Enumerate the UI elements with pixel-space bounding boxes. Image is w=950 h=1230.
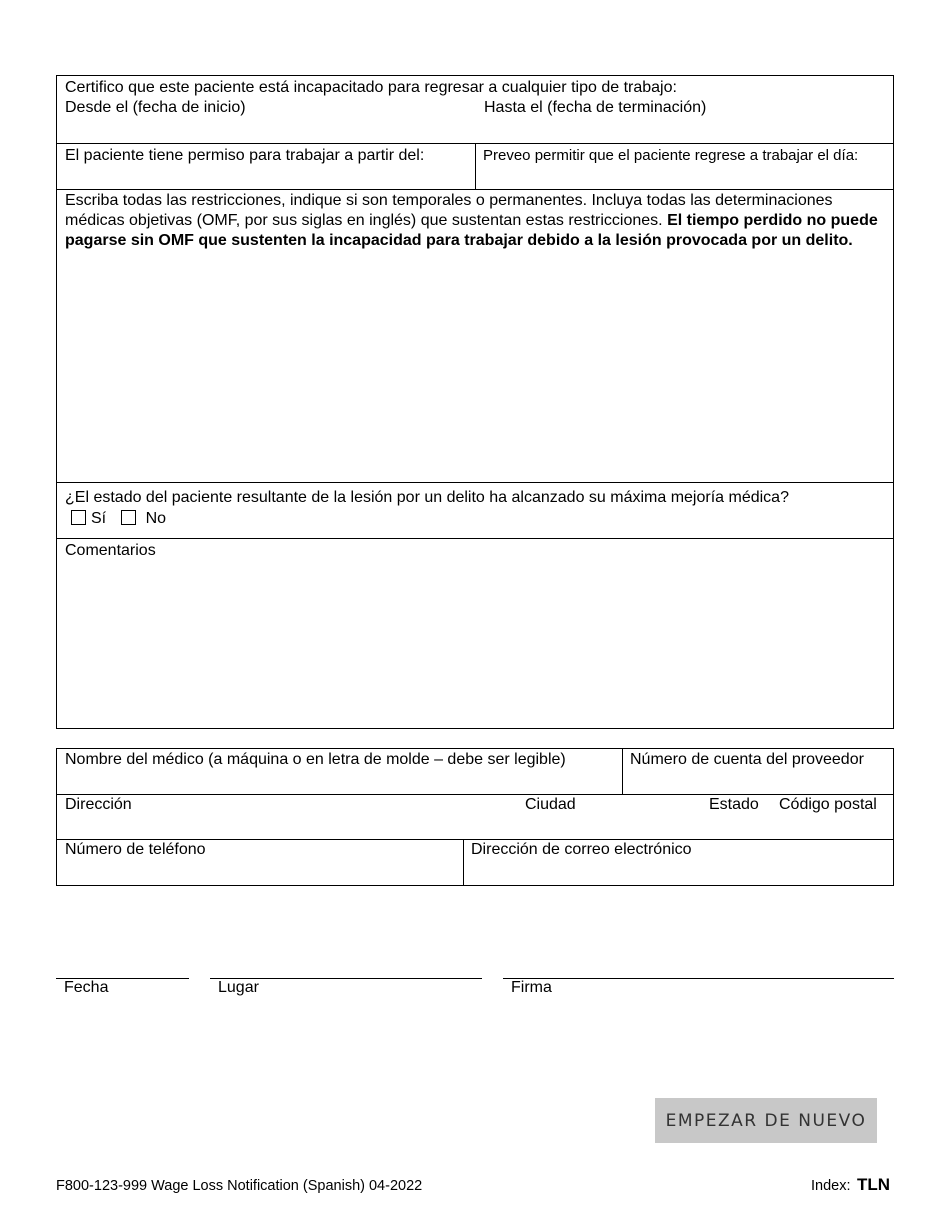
mmi-no-checkbox[interactable] bbox=[121, 510, 136, 525]
certify-text: Certifico que este paciente está incapacitado para regresar a cualquier tipo de trabajo: bbox=[65, 79, 677, 96]
comments-label: Comentarios bbox=[65, 542, 156, 559]
restrictions-warning: El tiempo perdido no puede pagarse sin OMF que sustenten la incapacidad para trabajar debido a la lesión provocada por un delito. bbox=[65, 212, 878, 249]
phone-label: Número de teléfono bbox=[65, 841, 206, 858]
mmi-question-row bbox=[57, 482, 893, 538]
signature-line[interactable] bbox=[503, 978, 894, 979]
index-code: TLN bbox=[857, 1175, 891, 1194]
mmi-no-label: No bbox=[145, 510, 167, 527]
state-label: Estado bbox=[709, 796, 759, 813]
provider-account-field[interactable] bbox=[622, 749, 893, 794]
certify-field[interactable] bbox=[57, 76, 893, 143]
anticipated-return-field[interactable] bbox=[475, 143, 893, 189]
email-label: Dirección de correo electrónico bbox=[471, 841, 692, 858]
incapacity-section bbox=[56, 75, 894, 729]
date-label: Fecha bbox=[64, 979, 109, 996]
reset-form-button[interactable]: EMPEZAR DE NUEVO bbox=[655, 1098, 877, 1143]
mmi-yes-checkbox[interactable] bbox=[71, 510, 86, 525]
address-field[interactable] bbox=[57, 794, 893, 839]
mmi-question: ¿El estado del paciente resultante de la lesión por un delito ha alcanzado su máxima mejoría médica? bbox=[65, 489, 789, 506]
comments-field[interactable] bbox=[57, 538, 893, 728]
email-field[interactable] bbox=[463, 839, 893, 885]
restrictions-text: Escriba todas las restricciones, indique si son temporales o permanentes. Incluya todas las determinaciones médicas objetivas (OMF, por sus siglas en inglés) que sustentan estas restricciones. bbox=[65, 192, 833, 229]
release-date-field[interactable] bbox=[57, 143, 475, 189]
index-label: Index: bbox=[811, 1178, 851, 1194]
mmi-yes-label: Sí bbox=[91, 510, 107, 527]
form-id: F800-123-999 Wage Loss Notification (Spanish) 04-2022 bbox=[56, 1178, 423, 1194]
signature-label: Firma bbox=[511, 979, 552, 996]
release-date-label: El paciente tiene permiso para trabajar a partir del: bbox=[65, 147, 425, 164]
doctor-name-field[interactable] bbox=[57, 749, 622, 794]
phone-field[interactable] bbox=[57, 839, 463, 885]
to-date-label: Hasta el (fecha de terminación) bbox=[484, 99, 707, 116]
anticipated-return-label: Preveo permitir que el paciente regrese a trabajar el día: bbox=[483, 147, 859, 164]
doctor-name-label: Nombre del médico (a máquina o en letra de molde – debe ser legible) bbox=[65, 751, 566, 768]
restrictions-field[interactable] bbox=[57, 189, 893, 482]
place-label: Lugar bbox=[218, 979, 259, 996]
physician-info-section bbox=[56, 748, 894, 886]
zip-label: Código postal bbox=[779, 796, 877, 813]
city-label: Ciudad bbox=[525, 796, 576, 813]
provider-account-label: Número de cuenta del proveedor bbox=[630, 751, 864, 768]
from-date-label: Desde el (fecha de inicio) bbox=[65, 99, 246, 116]
address-label: Dirección bbox=[65, 796, 132, 813]
